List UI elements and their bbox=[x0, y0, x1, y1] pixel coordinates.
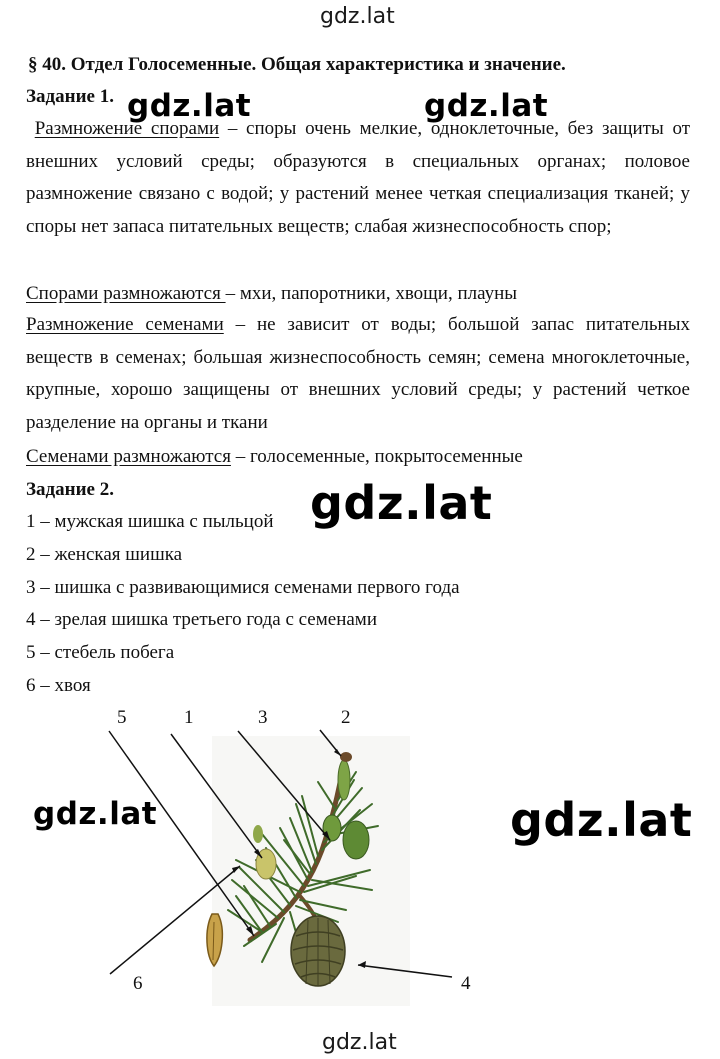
task2-heading: Задание 2. bbox=[26, 479, 114, 500]
page-title: § 40. Отдел Голосеменные. Общая характеристика и значение. bbox=[28, 54, 566, 75]
mature-cone-icon bbox=[291, 916, 345, 986]
seed-plants-line bbox=[26, 446, 523, 468]
spore-plants-line bbox=[26, 283, 517, 305]
watermark-right-lower: gdz.lat bbox=[510, 793, 693, 847]
watermark-bottom: gdz.lat bbox=[322, 1030, 397, 1055]
bud-icon bbox=[253, 825, 263, 843]
watermark-right-upper: gdz.lat bbox=[424, 88, 549, 124]
spores-text: – споры очень мелкие, одноклеточные, без защиты от внешних условий среды; образуются в специальных органах; половое размножение связано с водой; у растений менее четкая специализация тканей; у споры нет запаса питательных веществ; слабая жизнеспособность спор; bbox=[26, 118, 690, 237]
watermark-top: gdz.lat bbox=[320, 4, 395, 29]
task2-item-1: 1 – мужская шишка с пыльцой bbox=[26, 511, 274, 532]
watermark-left-lower: gdz.lat bbox=[33, 796, 158, 832]
task2-item-5: 5 – стебель побега bbox=[26, 642, 175, 663]
watermark-center: gdz.lat bbox=[310, 476, 493, 530]
spore-plants-text: – мхи, папоротники, хвощи, плауны bbox=[225, 283, 518, 304]
task2-item-2: 2 – женская шишка bbox=[26, 544, 183, 565]
figure-label-6: 6 bbox=[133, 973, 143, 994]
spores-paragraph bbox=[26, 113, 690, 243]
figure-label-1: 1 bbox=[184, 707, 194, 728]
female-cone-icon bbox=[340, 752, 352, 762]
watermark-left-upper: gdz.lat bbox=[127, 88, 252, 124]
seeds-label: Размножение семенами bbox=[26, 314, 224, 335]
seed-plants-label: Семенами размножаются bbox=[26, 446, 231, 467]
seeds-text: – не зависит от воды; большой запас питательных веществ в семенах; большая жизнеспособность семян; семена многоклеточные, крупные, хорошо защищены от внешних условий среды; у растений четкое разделение на органы и ткани bbox=[26, 314, 690, 433]
figure-label-2: 2 bbox=[341, 707, 351, 728]
pine-branch-figure bbox=[0, 700, 720, 1020]
task2-item-4: 4 – зрелая шишка третьего года с семенами bbox=[26, 609, 377, 630]
figure-label-3: 3 bbox=[258, 707, 268, 728]
spores-label: Размножение спорами bbox=[34, 118, 220, 139]
seed-plants-text: – голосеменные, покрытосеменные bbox=[230, 446, 523, 467]
task2-item-6: 6 – хвоя bbox=[26, 675, 91, 696]
figure-label-4: 4 bbox=[461, 973, 471, 994]
figure-label-5: 5 bbox=[117, 707, 127, 728]
task2-item-3: 3 – шишка с развивающимися семенами первого года bbox=[26, 577, 460, 598]
spore-plants-label: Спорами размножаются bbox=[26, 283, 226, 304]
shoot-tip-icon bbox=[338, 760, 350, 800]
young-cone-icon bbox=[343, 821, 369, 859]
task1-heading: Задание 1. bbox=[26, 86, 114, 107]
seeds-paragraph bbox=[26, 309, 690, 439]
young-cone-small-icon bbox=[323, 815, 341, 841]
